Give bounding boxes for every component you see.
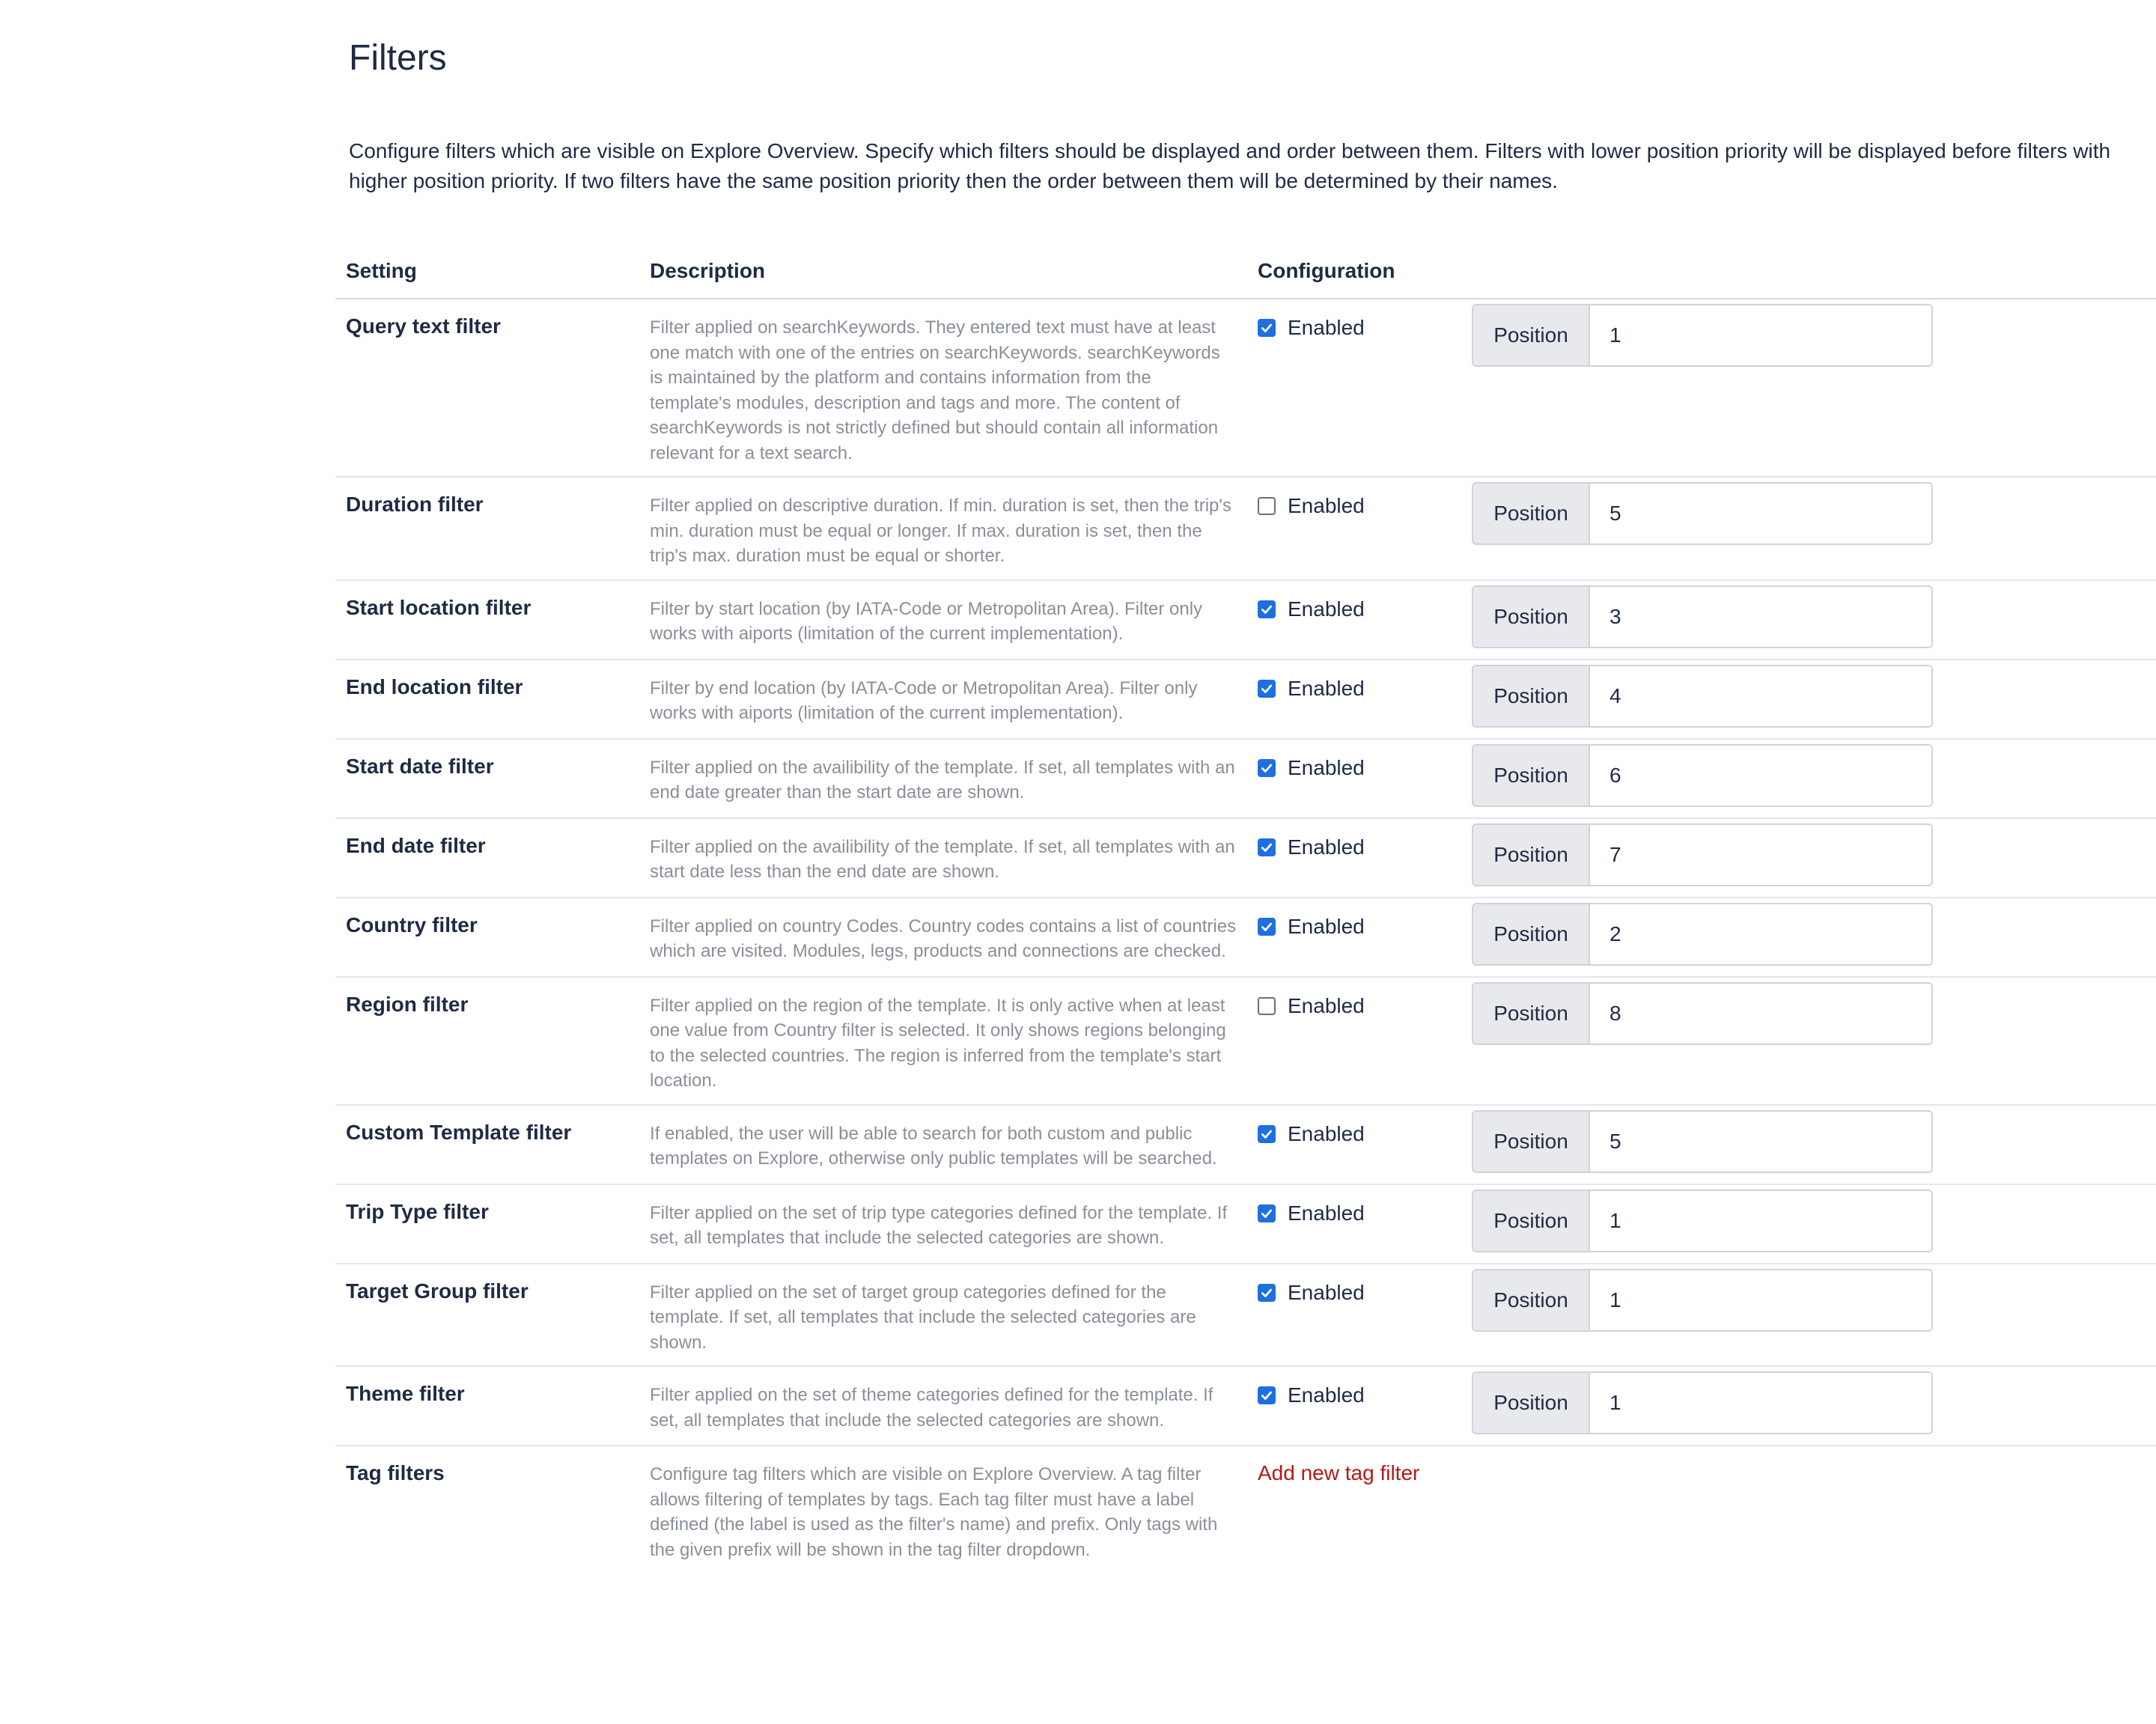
enabled-label: Enabled <box>1288 1280 1365 1304</box>
position-input-group <box>1472 585 1933 648</box>
enabled-toggle[interactable] <box>1258 1119 1472 1149</box>
configuration-cell <box>1258 491 2146 545</box>
enabled-checkbox[interactable] <box>1258 497 1276 515</box>
enabled-label: Enabled <box>1288 835 1365 859</box>
table-row <box>335 977 2156 1105</box>
enabled-label: Enabled <box>1288 316 1365 339</box>
position-input[interactable] <box>1590 484 1931 543</box>
table-row <box>335 580 2156 660</box>
enabled-toggle[interactable] <box>1258 674 1472 704</box>
setting-name: End location filter <box>346 674 523 698</box>
setting-description: Filter applied on country Codes. Country codes contains a list of countries which are visited. Modules, legs, products and connections are checked. <box>650 916 1237 961</box>
enabled-checkbox[interactable] <box>1258 918 1276 936</box>
enabled-checkbox[interactable] <box>1258 997 1276 1015</box>
enabled-checkbox[interactable] <box>1258 838 1276 856</box>
configuration-cell <box>1258 674 2146 728</box>
position-input-group <box>1472 304 1933 367</box>
setting-name: Region filter <box>346 992 469 1016</box>
filters-table <box>335 249 2156 1573</box>
setting-description: If enabled, the user will be able to search for both custom and public templates on Explore, otherwise only public templates will be searched. <box>650 1123 1217 1169</box>
enabled-toggle[interactable] <box>1258 491 1472 521</box>
setting-description: Filter applied on the availibility of the template. If set, all templates with an start date less than the end date are shown. <box>650 836 1235 882</box>
add-new-tag-filter-link[interactable]: Add new tag filter <box>1258 1461 1420 1484</box>
enabled-checkbox[interactable] <box>1258 759 1276 777</box>
enabled-checkbox[interactable] <box>1258 600 1276 618</box>
enabled-checkbox[interactable] <box>1258 680 1276 698</box>
configuration-cell <box>1258 832 2146 886</box>
setting-name: Custom Template filter <box>346 1120 572 1144</box>
position-input-group <box>1472 665 1933 728</box>
enabled-toggle[interactable] <box>1258 313 1472 343</box>
enabled-label: Enabled <box>1288 1121 1365 1145</box>
table-body <box>335 299 2156 1573</box>
enabled-label: Enabled <box>1288 1383 1365 1407</box>
position-input[interactable] <box>1590 825 1931 885</box>
enabled-toggle[interactable] <box>1258 1278 1472 1308</box>
position-input[interactable] <box>1590 587 1931 647</box>
enabled-label: Enabled <box>1288 494 1365 517</box>
configuration-cell <box>1258 1198 2146 1252</box>
enabled-label: Enabled <box>1288 1201 1365 1225</box>
setting-description: Filter by start location (by IATA-Code or Metropolitan Area). Filter only works with aiports (limitation of the current implementation). <box>650 598 1203 644</box>
enabled-toggle[interactable] <box>1258 1198 1472 1228</box>
setting-description: Filter applied on descriptive duration. If min. duration is set, then the trip's min. duration must be equal or longer. If max. duration is set, then the trip's max. duration must be equal or shorter. <box>650 496 1231 566</box>
header-configuration: Configuration <box>1247 249 2156 299</box>
setting-name: Duration filter <box>346 493 484 516</box>
table-row <box>335 1366 2156 1446</box>
setting-description: Filter applied on searchKeywords. They entered text must have at least one match with one of the entries on searchKeywords. searchKeywords is maintained by the platform and contains information from the template's modules, description and tags and more. The content of searchKeywords is not strictly defined but should contain all information relevant for a text search. <box>650 317 1220 463</box>
header-description: Description <box>639 249 1247 299</box>
configuration-cell <box>1258 1119 2146 1173</box>
position-input[interactable] <box>1590 1112 1931 1172</box>
position-input-group <box>1472 744 1933 807</box>
table-row <box>335 818 2156 898</box>
table-row <box>335 299 2156 477</box>
page-title: Filters <box>349 38 447 78</box>
position-label: Position <box>1473 1112 1590 1172</box>
position-input-group <box>1472 1110 1933 1173</box>
position-label: Position <box>1473 746 1590 805</box>
enabled-toggle[interactable] <box>1258 832 1472 862</box>
position-label: Position <box>1473 1373 1590 1433</box>
position-input-group <box>1472 823 1933 886</box>
position-input[interactable] <box>1590 904 1931 964</box>
position-label: Position <box>1473 587 1590 647</box>
setting-description: Filter applied on the set of target group categories defined for the template. If set, all templates that include the selected categories are shown. <box>650 1282 1196 1353</box>
enabled-label: Enabled <box>1288 914 1365 938</box>
position-label: Position <box>1473 984 1590 1044</box>
table-header-row <box>335 249 2156 299</box>
configuration-cell <box>1258 594 2146 648</box>
table-row <box>335 739 2156 818</box>
table-row <box>335 898 2156 977</box>
enabled-label: Enabled <box>1288 755 1365 779</box>
setting-description: Filter applied on the region of the template. It is only active when at least one value from Country filter is selected. It only shows regions belonging to the selected countries. The region is inferred from the template's start location. <box>650 995 1226 1091</box>
position-input[interactable] <box>1590 984 1931 1044</box>
enabled-label: Enabled <box>1288 993 1365 1017</box>
position-input-group <box>1472 982 1933 1045</box>
configuration-cell <box>1258 991 2146 1045</box>
enabled-toggle[interactable] <box>1258 753 1472 783</box>
setting-name: Trip Type filter <box>346 1199 489 1223</box>
position-label: Position <box>1473 1191 1590 1251</box>
position-label: Position <box>1473 904 1590 964</box>
header-setting: Setting <box>335 249 639 299</box>
setting-description: Filter applied on the availibility of the template. If set, all templates with an end date greater than the start date are shown. <box>650 757 1235 802</box>
enabled-checkbox[interactable] <box>1258 319 1276 337</box>
setting-description: Filter applied on the set of theme categories defined for the template. If set, all templates that include the selected categories are shown. <box>650 1385 1213 1431</box>
position-input[interactable] <box>1590 1373 1931 1433</box>
setting-name: End date filter <box>346 833 486 857</box>
position-label: Position <box>1473 305 1590 365</box>
setting-name: Theme filter <box>346 1382 465 1405</box>
position-input[interactable] <box>1590 1191 1931 1251</box>
setting-name: Start location filter <box>346 595 532 619</box>
enabled-checkbox[interactable] <box>1258 1284 1276 1302</box>
position-label: Position <box>1473 1270 1590 1330</box>
table-row <box>335 477 2156 580</box>
position-input[interactable] <box>1590 1270 1931 1330</box>
configuration-cell <box>1258 1380 2146 1434</box>
position-input-group <box>1472 1371 1933 1434</box>
position-label: Position <box>1473 484 1590 543</box>
position-input[interactable] <box>1590 305 1931 365</box>
setting-name: Target Group filter <box>346 1279 529 1303</box>
table-row <box>335 1264 2156 1367</box>
setting-name: Country filter <box>346 913 478 936</box>
enabled-toggle[interactable] <box>1258 912 1472 942</box>
enabled-checkbox[interactable] <box>1258 1204 1276 1222</box>
position-input[interactable] <box>1590 746 1931 805</box>
enabled-toggle[interactable] <box>1258 991 1472 1021</box>
position-input-group <box>1472 903 1933 966</box>
setting-name: Start date filter <box>346 754 494 778</box>
position-input-group <box>1472 1190 1933 1252</box>
enabled-toggle[interactable] <box>1258 1380 1472 1410</box>
configuration-cell <box>1258 1278 2146 1332</box>
position-input-group <box>1472 482 1933 545</box>
enabled-checkbox[interactable] <box>1258 1125 1276 1143</box>
setting-description: Filter by end location (by IATA-Code or Metropolitan Area). Filter only works with aiports (limitation of the current implementation). <box>650 677 1198 723</box>
enabled-label: Enabled <box>1288 676 1365 700</box>
configuration-cell <box>1258 753 2146 807</box>
position-label: Position <box>1473 825 1590 885</box>
enabled-label: Enabled <box>1288 597 1365 621</box>
table-row <box>335 660 2156 739</box>
configuration-cell <box>1258 912 2146 966</box>
setting-description: Configure tag filters which are visible on Explore Overview. A tag filter allows filtering of templates by tags. Each tag filter must have a label defined (the label is used as the filter's name) and prefix. Only tags with the given prefix will be shown in the tag filter dropdown. <box>650 1464 1218 1560</box>
enabled-toggle[interactable] <box>1258 594 1472 624</box>
page-intro: Configure filters which are visible on Explore Overview. Specify which filters should be displayed and order between them. Filters with lower position priority will be displayed before filters with higher position priority. If two filters have the same position priority then the order between them will be determined by their names. <box>349 139 2111 192</box>
setting-name: Tag filters <box>346 1461 445 1484</box>
position-input[interactable] <box>1590 666 1931 726</box>
setting-description: Filter applied on the set of trip type categories defined for the template. If set, all templates that include the selected categories are shown. <box>650 1202 1228 1248</box>
position-input-group <box>1472 1269 1933 1332</box>
table-row <box>335 1184 2156 1264</box>
setting-name: Query text filter <box>346 314 501 338</box>
configuration-cell <box>1258 313 2146 367</box>
position-label: Position <box>1473 666 1590 726</box>
table-row-tag-filters <box>335 1446 2156 1573</box>
table-row <box>335 1105 2156 1184</box>
enabled-checkbox[interactable] <box>1258 1386 1276 1404</box>
